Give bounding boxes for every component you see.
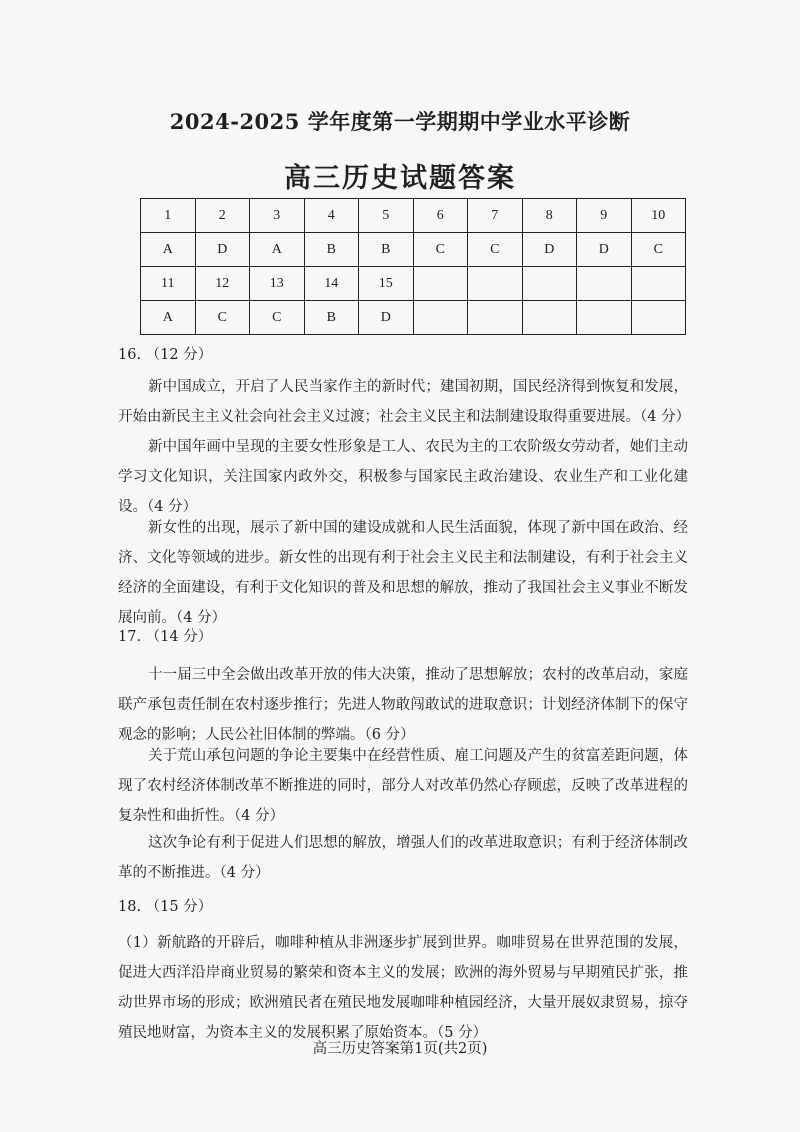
table-cell: [413, 301, 468, 335]
question-17-head: 17. （14 分）: [118, 629, 213, 645]
table-cell: 4: [304, 199, 359, 233]
answer-paragraph: 这次争论有利于促进人们思想的解放，增强人们的改革进取意识；有利于经济体制改革的不断推进。（4 分）: [118, 835, 688, 881]
table-cell: [468, 267, 523, 301]
table-cell: [577, 267, 632, 301]
table-cell: C: [250, 301, 305, 335]
table-cell: 9: [577, 199, 632, 233]
answer-paragraph: 新女性的出现，展示了新中国的建设成就和人民生活面貌，体现了新中国在政治、经济、文化等领域的进步。新女性的出现有利于社会主义民主和法制建设，有利于社会主义经济的全面建设，有利于文化知识的普及和思想的解放，推动了我国社会主义事业不断发展向前。（4 分）: [118, 520, 688, 626]
table-row-numbers-1: [141, 199, 686, 233]
table-cell: B: [304, 233, 359, 267]
table-cell: 10: [631, 199, 686, 233]
table-cell: [522, 301, 577, 335]
table-row-answers-1: [141, 233, 686, 267]
question-16-head: 16. （12 分）: [118, 347, 213, 363]
table-cell: [413, 267, 468, 301]
table-cell: C: [468, 233, 523, 267]
table-row-numbers-2: [141, 267, 686, 301]
answer-table: [140, 198, 686, 335]
table-cell: 14: [304, 267, 359, 301]
question-16-answer-3: [118, 513, 688, 633]
table-cell: B: [304, 301, 359, 335]
table-cell: 8: [522, 199, 577, 233]
table-cell: [631, 301, 686, 335]
table-cell: [522, 267, 577, 301]
table-cell: 6: [413, 199, 468, 233]
table-cell: D: [359, 301, 414, 335]
table-cell: 5: [359, 199, 414, 233]
table-cell: [631, 267, 686, 301]
answer-paragraph: 关于荒山承包问题的争论主要集中在经营性质、雇工问题及产生的贫富差距问题，体现了农村经济体制改革不断推进的同时，部分人对改革仍然心存顾虑，反映了改革进程的复杂性和曲折性。（4 分）: [118, 748, 688, 824]
exam-subtitle: 高三历史试题答案: [284, 163, 516, 194]
question-17-answer-1: [118, 660, 688, 750]
answer-paragraph: 新中国年画中呈现的主要女性形象是工人、农民为主的工农阶级女劳动者，她们主动学习文化知识，关注国家内政外交，积极参与国家民主政治建设、农业生产和工业化建设。（4 分）: [118, 439, 688, 515]
table-cell: D: [577, 233, 632, 267]
table-cell: A: [250, 233, 305, 267]
page-footer: 高三历史答案第1页(共2页): [312, 1041, 488, 1057]
question-16: [118, 340, 688, 370]
table-cell: B: [359, 233, 414, 267]
table-cell: 1: [141, 199, 196, 233]
table-row-answers-2: [141, 301, 686, 335]
table-cell: [468, 301, 523, 335]
table-cell: A: [141, 301, 196, 335]
question-18-answer-1: [118, 928, 688, 1048]
question-17-answer-2: [118, 741, 688, 831]
table-cell: D: [195, 233, 250, 267]
question-17-answer-3: [118, 828, 688, 888]
answer-paragraph: 新中国成立，开启了人民当家作主的新时代；建国初期，国民经济得到恢复和发展，开始由新民主主义社会向社会主义过渡；社会主义民主和法制建设取得重要进展。（4 分）: [118, 379, 691, 425]
table-cell: C: [631, 233, 686, 267]
table-cell: 13: [250, 267, 305, 301]
table-cell: C: [195, 301, 250, 335]
answer-paragraph: 十一届三中全会做出改革开放的伟大决策，推动了思想解放；农村的改革启动，家庭联产承包责任制在农村逐步推行；先进人物敢闯敢试的进取意识；计划经济体制下的保守观念的影响；人民公社旧体制的弊端。（6 分）: [118, 667, 688, 743]
table-cell: 12: [195, 267, 250, 301]
table-cell: C: [413, 233, 468, 267]
exam-title: 2024-2025 学年度第一学期期中学业水平诊断: [169, 109, 631, 134]
question-17: [118, 622, 688, 652]
question-18-head: 18. （15 分）: [118, 899, 213, 915]
question-16-answer-2: [118, 432, 688, 522]
question-16-answer-1: [118, 372, 691, 432]
table-cell: [577, 301, 632, 335]
answer-paragraph: （1）新航路的开辟后，咖啡种植从非洲逐步扩展到世界。咖啡贸易在世界范围的发展，促进大西洋沿岸商业贸易的繁荣和资本主义的发展；欧洲的海外贸易与早期殖民扩张，推动世界市场的形成；欧洲殖民者在殖民地发展咖啡种植园经济，大量开展奴隶贸易，掠夺殖民地财富，为资本主义的发展积累了原始资本。（5 分）: [118, 935, 688, 1041]
table-cell: A: [141, 233, 196, 267]
question-18: [118, 892, 688, 922]
table-cell: 7: [468, 199, 523, 233]
table-cell: D: [522, 233, 577, 267]
table-cell: 15: [359, 267, 414, 301]
table-cell: 3: [250, 199, 305, 233]
table-cell: 11: [141, 267, 196, 301]
table-cell: 2: [195, 199, 250, 233]
